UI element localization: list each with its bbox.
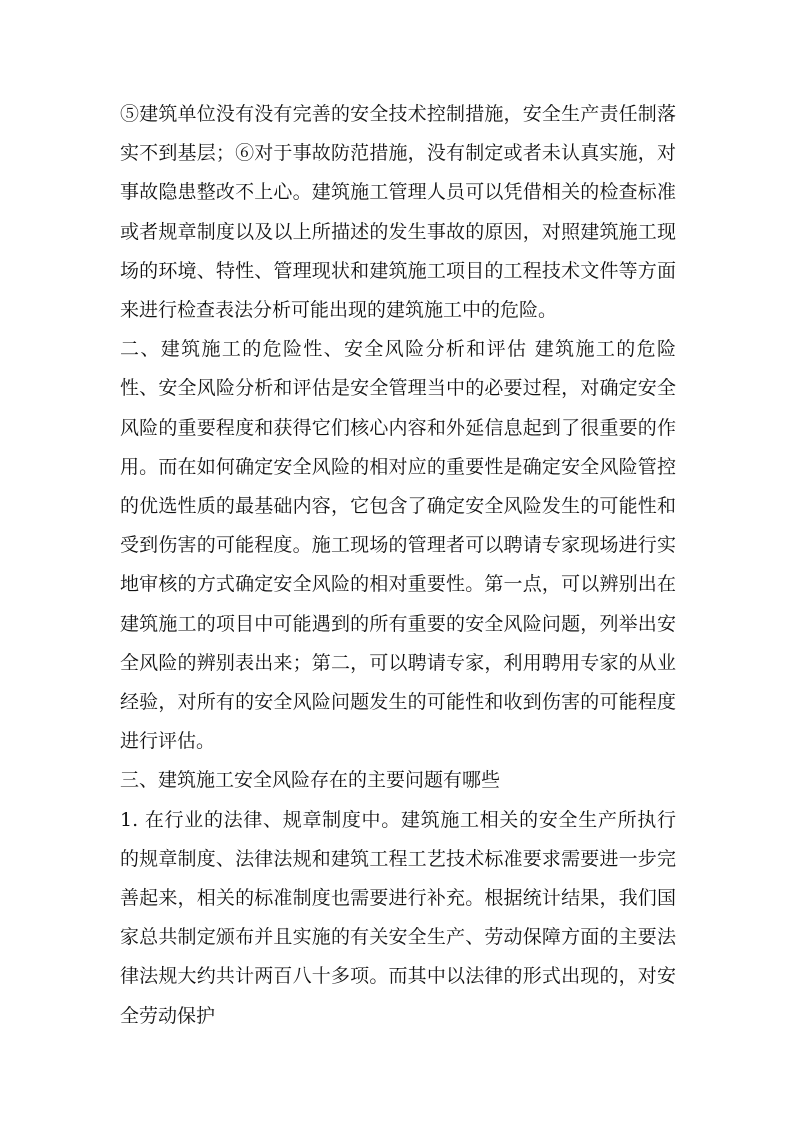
paragraph-regulations: 1. 在行业的法律、规章制度中。建筑施工相关的安全生产所执行的规章制度、法律法规和建筑工程工艺技术标准要求需要进一步完善起来，相关的标准制度也需要进行补充。根据统计结果，我们国家总共制定颁布并且实施的有关安全生产、劳动保障方面的主要法律法规大约共计两百八十多项。而其中以法律的形式出现的，对安全劳动保护 bbox=[120, 808, 676, 1027]
document-body bbox=[120, 95, 676, 1036]
paragraph-accident-causes: ⑤建筑单位没有没有完善的安全技术控制措施，安全生产责任制落实不到基层；⑥对于事故防范措施，没有制定或者未认真实施，对事故隐患整改不上心。建筑施工管理人员可以凭借相关的检查标准或者规章制度以及以上所描述的发生事故的原因，对照建筑施工现场的环境、特性、管理现状和建筑施工项目的工程技术文件等方面来进行检查表法分析可能出现的建筑施工中的危险。 bbox=[120, 103, 676, 322]
section-heading-main-problems: 三、建筑施工安全风险存在的主要问题有哪些 bbox=[120, 769, 501, 792]
paragraph-risk-analysis: 二、建筑施工的危险性、安全风险分析和评估 建筑施工的危险性、安全风险分析和评估是安全管理当中的必要过程，对确定安全风险的重要程度和获得它们核心内容和外延信息起到了很重要的作用。而在如何确定安全风险的相对应的重要性是确定安全风险管控的优选性质的最基础内容，它包含了确定安全风险发生的可能性和受到伤害的可能程度。施工现场的管理者可以聘请专家现场进行实地审核的方式确定安全风险的相对重要性。第一点，可以辨别出在建筑施工的项目中可能遇到的所有重要的安全风险问题，列举出安全风险的辨别表出来；第二，可以聘请专家，利用聘用专家的从业经验，对所有的安全风险问题发生的可能性和收到伤害的可能程度进行评估。 bbox=[120, 338, 676, 753]
